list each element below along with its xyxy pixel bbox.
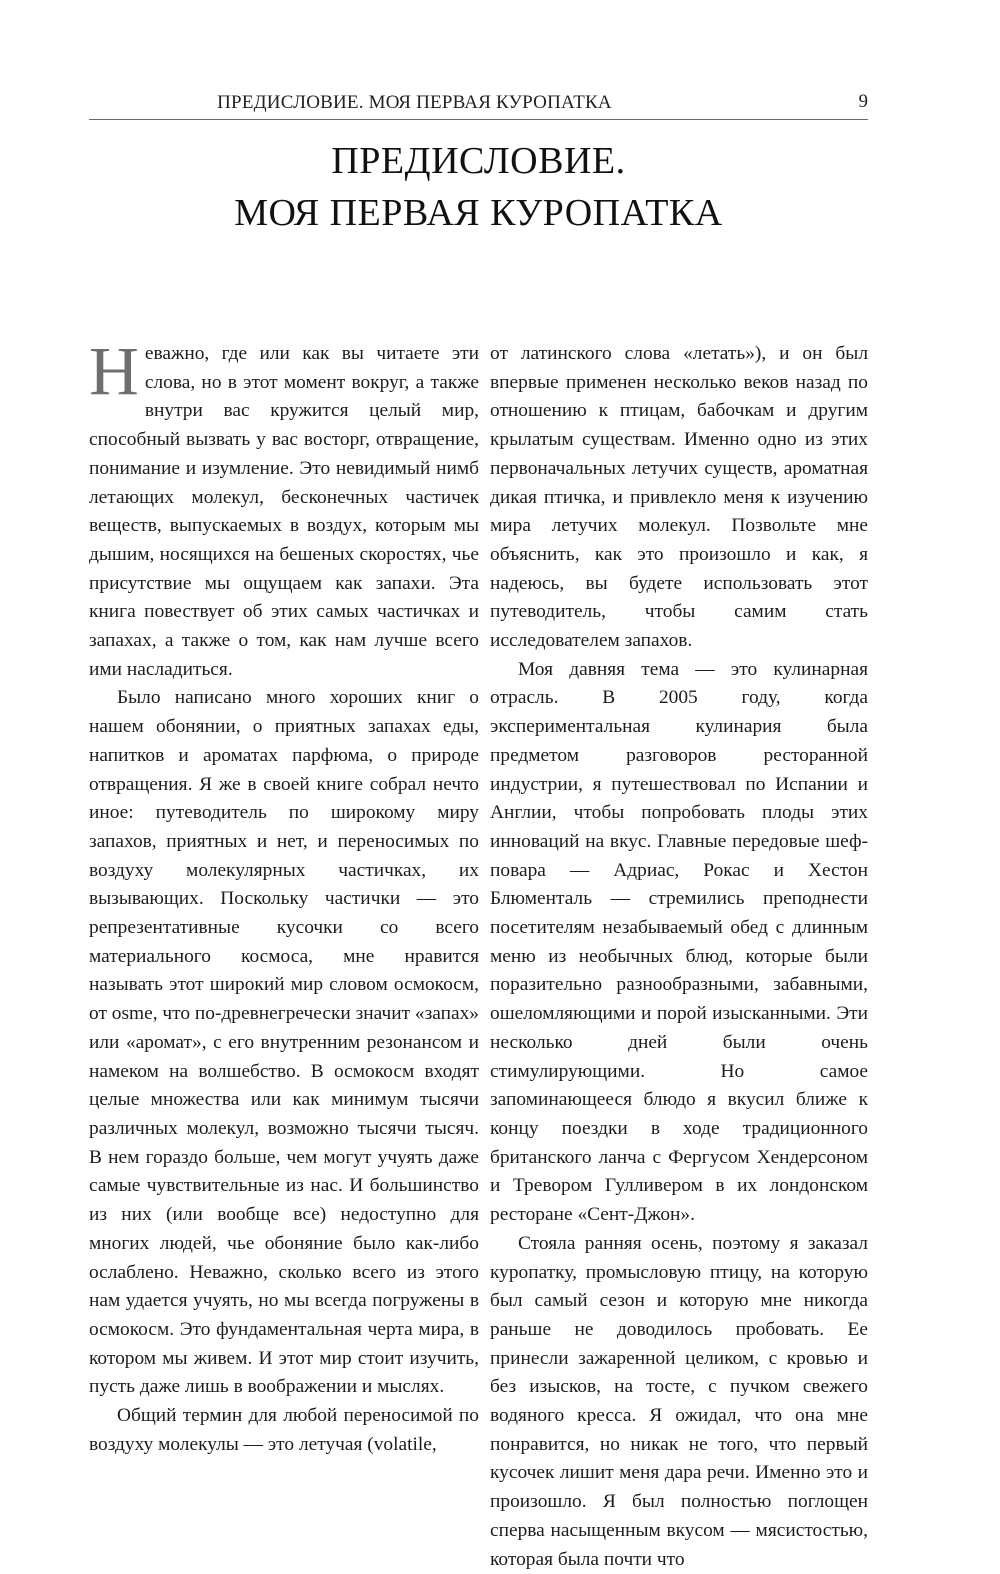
running-head — [89, 88, 868, 120]
paragraph-culinary: Моя давняя тема — это кулинарная отрасль. В 2005 году, когда экспериментальная кулинария была предметом разговоров ресторанной индустрии, я путешествовал по Испании и Англии, чтобы попробовать плоды этих инноваций на вкус. Главные передовые шеф-повара — Адриас, Рокас и Хестон Блюменталь — стремились преподнести посетителям незабываемый обед с длинным меню из необычных блюд, которые были поразительно разнообразными, забавными, ошеломляющими и порой изысканными. Эти несколько дней были очень стимулирующими. Но самое запоминающееся блюдо я вкусил ближе к концу поездки в ходе традиционного британского ланча с Фергусом Хендерсоном и Тревором Гулливером в их лондонском ресторане «Сент-Джон». — [490, 658, 868, 1226]
left-column — [89, 333, 479, 1459]
drop-cap: Н — [89, 333, 139, 409]
right-column — [490, 340, 868, 1574]
paragraph-volatile: Общий термин для любой переносимой по воздуху молекулы — это летучая (volatile, — [89, 1405, 479, 1455]
chapter-title-line-1: ПРЕДИСЛОВИЕ. — [331, 140, 626, 182]
page-number: 9 — [858, 91, 868, 112]
running-title: ПРЕДИСЛОВИЕ. МОЯ ПЕРВАЯ КУРОПАТКА — [217, 92, 612, 113]
chapter-title — [89, 135, 868, 239]
paragraph-intro — [89, 333, 479, 684]
chapter-title-line-2: МОЯ ПЕРВАЯ КУРОПАТКА — [234, 192, 723, 234]
paragraph-partridge: Стояла ранняя осень, поэтому я заказал куропатку, промысловую птицу, на которую был самый сезон и которую мне никогда раньше не доводилось пробовать. Ее принесли зажаренной целиком, с кровью и без изысков, на тосте, с пучком свежего водяного кресса. Я ожидал, что она мне понравится, но никак не того, что первый кусочек лишит меня дара речи. Именно это и произошло. Я был полностью поглощен сперва насыщенным вкусом — мясистостью, которая была почти что — [490, 1232, 868, 1570]
paragraph-volatile-continued: от латинского слова «летать»), и он был впервые применен несколько веков назад по отношению к птицам, бабочкам и другим крылатым существам. Именно одно из этих первоначальных летучих существ, ароматная дикая птичка, и привлекло меня к изучению мира летучих молекул. Позвольте мне объяснить, как это произошло и как, я надеюсь, вы будете использовать этот путеводитель, чтобы самим стать исследователем запахов. — [490, 343, 868, 652]
paragraph-intro-text: еважно, где или как вы читаете эти слова, но в этот момент вокруг, а также внутри вас кружится целый мир, способный вызвать у вас восторг, отвращение, понимание и изумление. Это невидимый нимб летающих молекул, бесконечных частичек веществ, выпускаемых в воздух, которым мы дышим, носящихся на бешеных скоростях, чье присутствие мы ощущаем как запахи. Эта книга повествует об этих самых частичках и запахах, а также о том, как нам лучше всего ими насладиться. — [89, 343, 479, 680]
paragraph-osmocosm: Было написано много хороших книг о нашем обонянии, о приятных запахах еды, напитков и ароматах парфюма, о природе отвращения. Я же в своей книге собрал нечто иное: путеводитель по широкому миру запахов, приятных и нет, и переносимых по воздуху молекулярных частичках, их вызывающих. Поскольку частички — это репрезентативные кусочки со всего материального космоса, мне нравится называть этот широкий мир словом осмокосм, от osme, что по-древнегречески значит «запах» или «аромат», с его внутренним резонансом и намеком на волшебство. В осмокосм входят целые множества или как минимум тысячи различных молекул, возможно тысячи тысяч. В нем гораздо больше, чем могут учуять даже самые чувствительные из нас. И большинство из них (или вообще все) недоступно для многих людей, чье обоняние было как-либо ослаблено. Неважно, сколько всего из этого нам удается учуять, но мы всегда погружены в осмокосм. Это фундаментальная черта мира, в котором мы живем. И этот мир стоит изучить, пусть даже лишь в воображении и мыслях. — [89, 687, 479, 1398]
